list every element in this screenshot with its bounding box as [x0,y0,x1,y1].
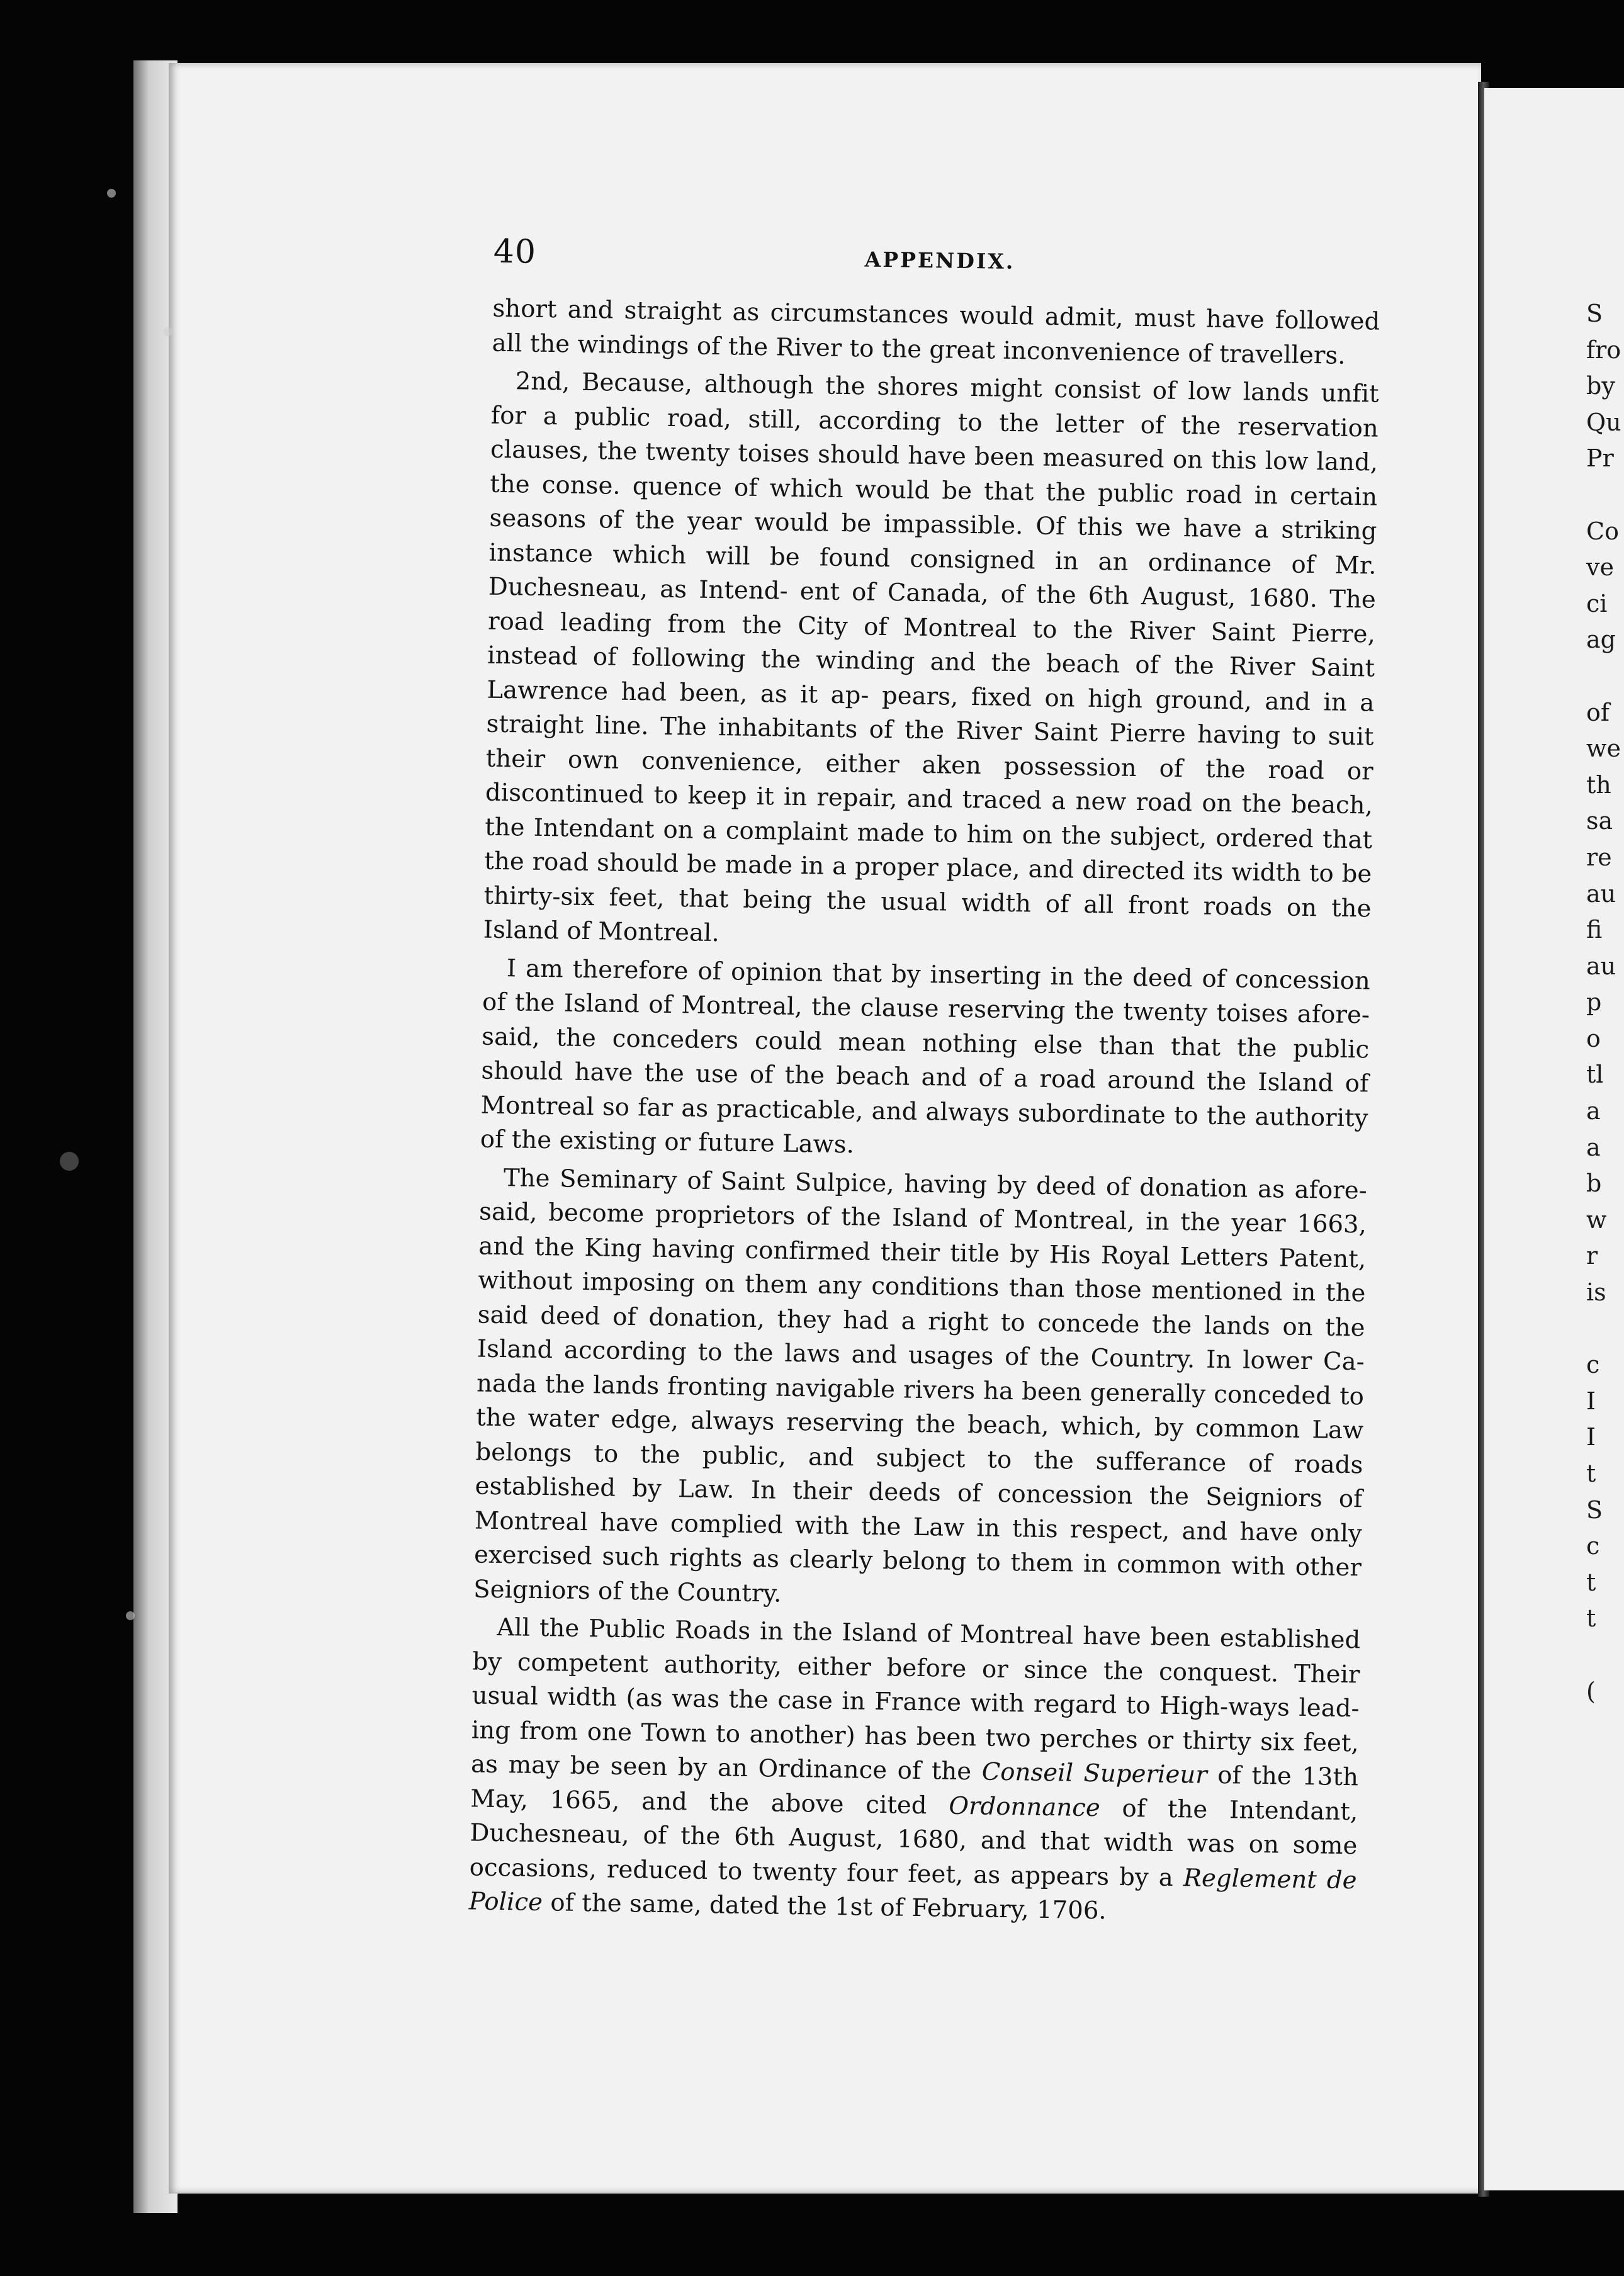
paragraph-text: of the same, dated the 1st of February, 1706. [542,1888,1107,1925]
facing-page-fragment: c [1586,1532,1600,1560]
body-text [469,292,1380,1932]
running-title: APPENDIX. [864,247,1015,274]
facing-page-fragment: r [1586,1242,1598,1270]
facing-page-fragment: I [1586,1423,1596,1451]
facing-page-fragment [1586,658,1624,695]
italic-term: Ordonnance [949,1791,1101,1822]
facing-page-fragment: fi [1586,916,1603,944]
facing-page-fragment: ag [1586,626,1616,654]
paragraph-text: I am therefore of opinion that by inserting in the deed of concession of the Island of Montreal, the clause reserving the twenty toises afore- said, the conceders could mean nothing else than that the public should have the use of the beach and of a road around the Island of Montreal so far as practicable, and always subordinate to the authority of the existing or future Laws. [480,954,1371,1159]
paragraph-text: 2nd, Because, although the shores might consist of low lands unfit for a public road, still, according to the letter of the reservation clauses, the twenty toises should have been measured on this low land, the conse. quence of which would be that the public road in certain seasons of the year would be impassible. Of this we have a striking instance which will be found consigned in an ordinance of Mr. Duchesneau, as Intend- ent of Canada, of the 6th August, 1680. The road leading from the City of Montreal to the River Saint Pierre, instead of following the winding and the beach of the River Saint Lawrence had been, as it ap- pears, fixed on high ground, and in a straight line. The inhabitants of the River Saint Pierre having to suit their own convenience, either aken possession of the road or discontinued to keep it in repair, and traced a new road on the beach, the Intendant on a complaint made to him on the subject, ordered that the road should be made in a proper place, and directed its width to be thirty-six feet, that being the usual width of all front roads on the Island of Montreal. [483,367,1379,948]
facing-page-fragment: t [1586,1568,1596,1596]
facing-page-fragment [1586,477,1624,514]
paragraph [483,364,1379,961]
facing-page-fragment: Qu [1586,408,1621,436]
facing-page-fragment: t [1586,1604,1596,1633]
facing-page-fragment: th [1586,770,1611,799]
facing-page-fragment: ve [1586,553,1614,582]
paragraph [492,292,1380,374]
paragraph-text: short and straight as circumstances would admit, must have followed all the windings of the River to the great inconvenience of travellers. [492,294,1380,370]
facing-page-text [1586,296,1624,1710]
paragraph [480,951,1371,1170]
facing-page-fragment: o [1586,1024,1601,1052]
paragraph-text: of the Intendant, Duchesneau, of the 6th August, 1680, and that width was on some occasions, reduced to twenty four feet, as appears by a [469,1793,1358,1892]
facing-page-fragment: ci [1586,589,1608,617]
facing-page-fragment: by [1586,372,1615,400]
facing-page-fragment: Pr [1586,444,1614,473]
facing-page-fragment: sa [1586,807,1613,835]
facing-page-fragment [1586,1311,1624,1348]
paragraph-text: All the Public Roads in the Island of Montreal have been established by competent authority, either before or since the conquest. Their usual width (as was the case in France with regard to High-ways lead- ing from one Town to another) has been two perches or thirty six feet, as may be seen by an Ordinance of the [470,1613,1361,1786]
facing-page-fragment: ( [1586,1677,1596,1705]
paragraph [473,1161,1367,1620]
facing-page-fragment: re [1586,843,1612,871]
paragraph-text: The Seminary of Saint Sulpice, having by deed of donation as afore- said, become proprietors of the Island of Montreal, in the year 1663, and the King having confirmed their title by His Royal Letters Patent, without imposing on them any conditions than those mentioned in the said deed of donation, they had a right to concede the lands on the Island according to the laws and usages of the Country. In lower Ca- nada the lands fronting navigable rivers ha been generally conceded to the water edge, always reserving the beach, which, by common Law belongs to the public, and subject to the sufferance of roads established by Law. In their deeds of concession the Seigniors of Montreal have complied with the Law in this respect, and have only exercised such rights as clearly belong to them in common with other Seigniors of the Country. [473,1163,1368,1608]
italic-term: Reglement de Police [468,1863,1357,1917]
facing-page-fragment [1586,1637,1624,1674]
facing-page-fragment: b [1586,1169,1602,1198]
facing-page-fragment: we [1586,735,1621,763]
facing-page-fragment: fro [1586,335,1621,364]
facing-page-fragment: Co [1586,517,1619,545]
facing-page-fragment: a [1586,1133,1601,1161]
facing-page-fragment: of [1586,698,1610,726]
page-content [467,233,1381,2046]
facing-page-fragment: is [1586,1278,1606,1307]
facing-page-fragment: t [1586,1460,1596,1487]
paragraph-text: of the 13th May, 1665, and the above cited [470,1761,1359,1820]
facing-page-fragment: au [1586,879,1616,908]
scanned-page [169,63,1481,2194]
running-head [493,233,1381,303]
facing-page-fragment: tl [1586,1061,1604,1089]
facing-page-fragment: p [1586,988,1602,1017]
facing-page-fragment: au [1586,952,1616,980]
paragraph [469,1610,1361,1932]
facing-page-fragment: I [1586,1387,1596,1415]
facing-page-fragment: S [1586,1496,1603,1524]
facing-page-fragment: w [1586,1205,1607,1234]
facing-page-fragment: c [1586,1351,1600,1379]
facing-page-fragment: a [1586,1097,1601,1125]
page-number: 40 [493,232,537,271]
facing-page-fragment: S [1586,300,1603,327]
italic-term: Conseil Superieur [981,1757,1208,1789]
